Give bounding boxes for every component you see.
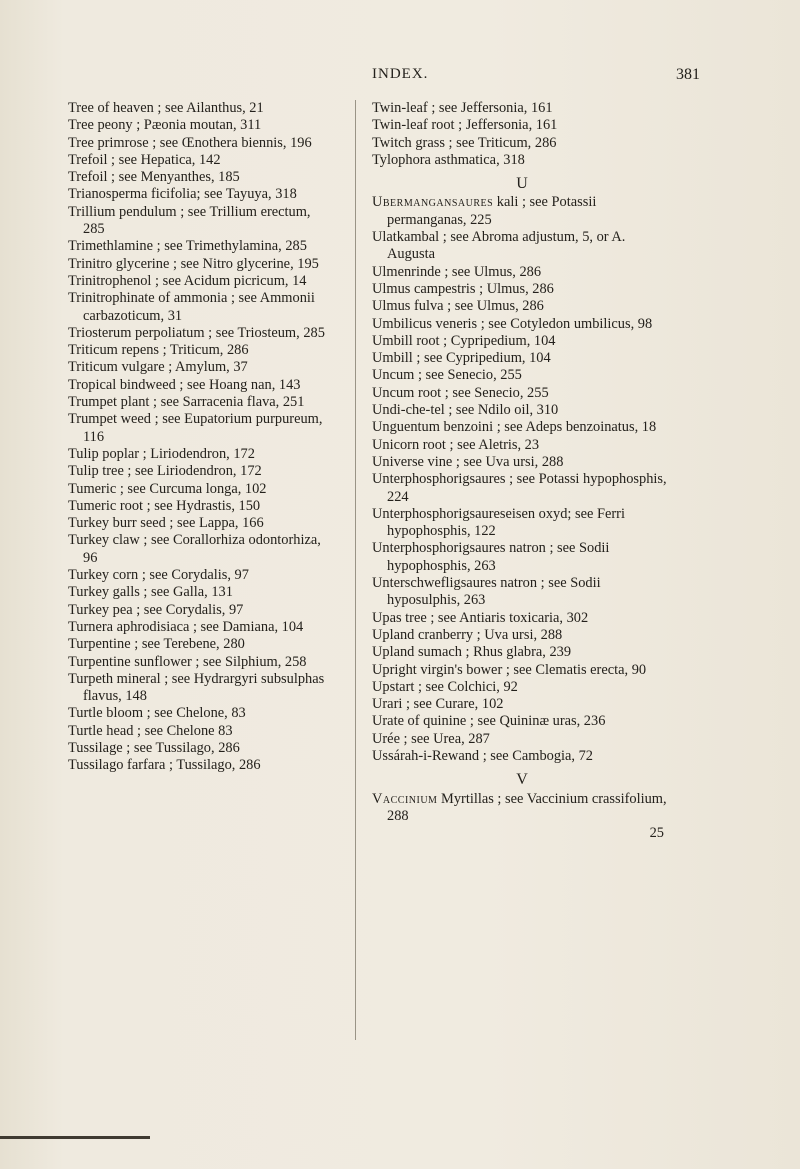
- index-entry: Turkey galls ; see Galla, 131: [68, 584, 233, 601]
- index-entry: Universe vine ; see Uva ursi, 288: [372, 453, 564, 470]
- index-entry: Turkey pea ; see Corydalis, 97: [68, 601, 244, 618]
- index-entry: Unguentum benzoini ; see Adeps benzoinatus, 18: [372, 419, 657, 436]
- index-entry: Undi-che-tel ; see Ndilo oil, 310: [372, 402, 559, 419]
- index-entry: Trinitrophinate of ammonia ; see Ammonii carbazoticum, 31: [68, 290, 315, 324]
- index-entry: Tree of heaven ; see Ailanthus, 21: [68, 100, 264, 116]
- index-entry: Urate of quinine ; see Quininæ uras, 236: [372, 713, 606, 730]
- index-entry: Trefoil ; see Menyanthes, 185: [68, 169, 240, 186]
- index-entry: Twin-leaf root ; Jeffersonia, 161: [372, 117, 558, 134]
- index-entry: Ulatkambal ; see Abroma adjustum, 5, or A. Augusta: [372, 229, 626, 263]
- index-entry: Tulip poplar ; Liriodendron, 172: [68, 445, 255, 462]
- signature-mark: 25: [649, 825, 664, 842]
- page-edge-mark: [0, 1136, 150, 1139]
- index-entry: Umbill ; see Cypripedium, 104: [372, 350, 551, 367]
- index-entry: Tylophora asthmatica, 318: [372, 151, 525, 168]
- index-entry: Umbilicus veneris ; see Cotyledon umbilicus, 98: [372, 315, 653, 332]
- index-entry: Umbill root ; Cypripedium, 104: [372, 332, 556, 349]
- index-entry: [372, 791, 672, 826]
- index-entry: Upland cranberry ; Uva ursi, 288: [372, 626, 563, 643]
- index-entry: Uncum root ; see Senecio, 255: [372, 384, 549, 401]
- index-entry: Tulip tree ; see Liriodendron, 172: [68, 463, 262, 480]
- index-entry: Trinitro glycerine ; see Nitro glycerine, 195: [68, 255, 319, 272]
- index-entry: Trumpet plant ; see Sarracenia flava, 251: [68, 394, 305, 411]
- index-entry: Trillium pendulum ; see Trillium erectum, 285: [68, 203, 311, 238]
- index-entry: Trumpet weed ; see Eupatorium purpureum, 116: [68, 411, 323, 445]
- index-entry: Turpeth mineral ; see Hydrargyri subsulphas flavus, 148: [68, 670, 325, 705]
- index-group-t: [372, 100, 672, 169]
- index-entry: Turpentine sunflower ; see Silphium, 258: [68, 653, 307, 670]
- index-entry: Ulmus campestris ; Ulmus, 286: [372, 280, 554, 297]
- index-entry: Upas tree ; see Antiaris toxicaria, 302: [372, 609, 589, 626]
- entry-rest: Myrtillas ; see Vaccinium crassifolium, 288: [387, 790, 667, 824]
- index-entry: Turnera aphrodisiaca ; see Damiana, 104: [68, 618, 304, 635]
- index-entry: Triticum repens ; Triticum, 286: [68, 342, 249, 359]
- entry-rest: kali ; see Potassii permanganas, 225: [387, 194, 597, 228]
- running-head: [0, 66, 800, 88]
- section-letter-u: U: [516, 175, 528, 193]
- page-number: 381: [676, 66, 700, 83]
- index-entry: Twitch grass ; see Triticum, 286: [372, 134, 557, 151]
- index-column-left: [68, 100, 330, 775]
- index-entry: Turpentine ; see Terebene, 280: [68, 636, 245, 653]
- index-entry: Turtle bloom ; see Chelone, 83: [68, 705, 246, 722]
- index-entry: Tumeric ; see Curcuma longa, 102: [68, 480, 267, 497]
- index-entry: Trianosperma ficifolia; see Tayuya, 318: [68, 186, 297, 203]
- index-entry: Twin-leaf ; see Jeffersonia, 161: [372, 100, 553, 116]
- index-entry: Turkey burr seed ; see Lappa, 166: [68, 515, 264, 532]
- index-group-u: [372, 229, 672, 765]
- index-entry: Trimethlamine ; see Trimethylamina, 285: [68, 238, 307, 255]
- index-entry: Urée ; see Urea, 287: [372, 730, 490, 747]
- index-entry: Tussilage ; see Tussilago, 286: [68, 739, 240, 756]
- index-entry: Urari ; see Curare, 102: [372, 696, 504, 713]
- index-entry: Unicorn root ; see Aletris, 23: [372, 436, 540, 453]
- page-title: INDEX.: [372, 66, 429, 82]
- index-entry: Tree peony ; Pæonia moutan, 311: [68, 117, 262, 134]
- entry-headword: Ubermangansaures: [372, 194, 494, 211]
- section-letter-v: V: [516, 771, 528, 789]
- index-entry: Turkey corn ; see Corydalis, 97: [68, 567, 249, 584]
- index-entry: Tree primrose ; see Œnothera biennis, 196: [68, 134, 312, 151]
- index-entry: Turkey claw ; see Corallorhiza odontorhiza, 96: [68, 532, 321, 566]
- index-entry: Uncum ; see Senecio, 255: [372, 367, 522, 384]
- index-entry: Triticum vulgare ; Amylum, 37: [68, 359, 248, 376]
- index-entry: Upright virgin's bower ; see Clematis erecta, 90: [372, 661, 647, 678]
- index-entry: Tropical bindweed ; see Hoang nan, 143: [68, 376, 301, 393]
- index-entry: Triosterum perpoliatum ; see Triosteum, 285: [68, 324, 325, 341]
- index-entry: Trefoil ; see Hepatica, 142: [68, 151, 221, 168]
- index-entry: Upstart ; see Colchici, 92: [372, 678, 518, 695]
- index-entry: Tumeric root ; see Hydrastis, 150: [68, 497, 261, 514]
- index-entry: Ussárah-i-Rewand ; see Cambogia, 72: [372, 747, 593, 764]
- index-entry: Ulmus fulva ; see Ulmus, 286: [372, 298, 544, 315]
- index-entry: Turtle head ; see Chelone 83: [68, 722, 233, 739]
- index-entry: Trinitrophenol ; see Acidum picricum, 14: [68, 272, 307, 289]
- entry-headword: Vaccinium: [372, 790, 438, 807]
- index-entry: Tussilago farfara ; Tussilago, 286: [68, 757, 261, 774]
- index-entry: Unterphosphorigsaureseisen oxyd; see Ferri hypophosphis, 122: [372, 505, 625, 540]
- index-entry: Upland sumach ; Rhus glabra, 239: [372, 644, 572, 661]
- index-entry: Ulmenrinde ; see Ulmus, 286: [372, 263, 542, 280]
- index-entry: [372, 194, 672, 229]
- index-entry: Unterphosphorigsaures ; see Potassi hypophosphis, 224: [372, 471, 667, 505]
- index-column-right: [372, 100, 672, 842]
- index-entry: Unterschwefligsaures natron ; see Sodii hyposulphis, 263: [372, 575, 601, 609]
- column-divider: [355, 100, 356, 1040]
- index-entry: Unterphosphorigsaures natron ; see Sodii hypophosphis, 263: [372, 540, 610, 574]
